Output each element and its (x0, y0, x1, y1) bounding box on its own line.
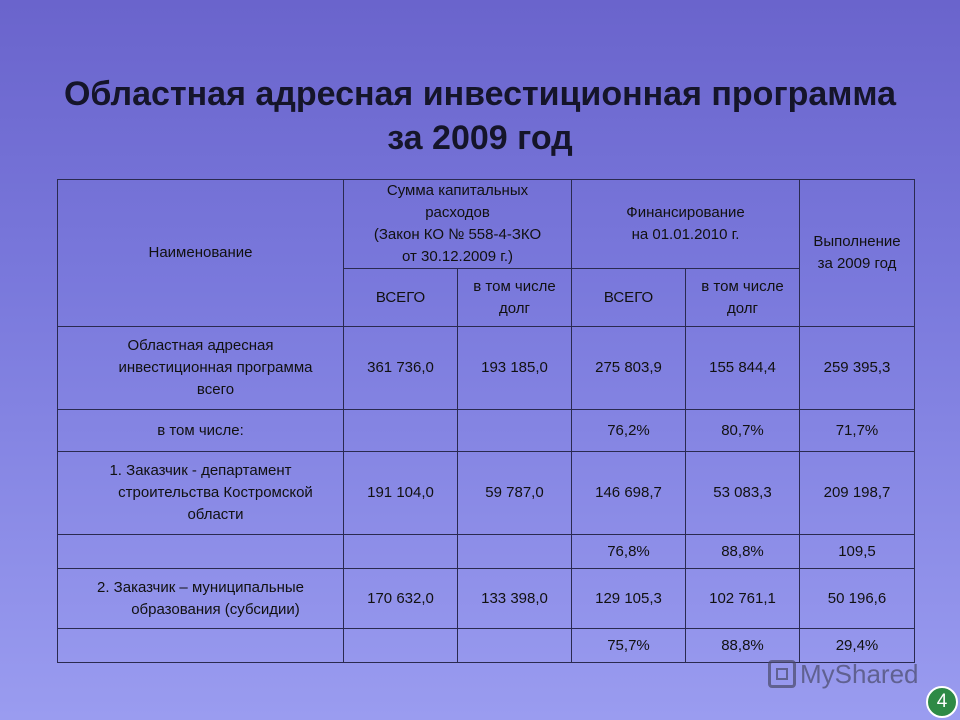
cell-financing-debt: 102 761,1 (686, 569, 800, 629)
cell-financing-total: 146 698,7 (572, 452, 686, 535)
cell-financing-debt: 80,7% (686, 410, 800, 452)
header-execution (800, 180, 915, 327)
row-label-line-3: области (187, 506, 244, 523)
row-label (58, 629, 344, 663)
cell-capital-debt (458, 629, 572, 663)
row-label (58, 535, 344, 569)
header-name: Наименование (58, 180, 344, 327)
row-label: в том числе: (58, 410, 344, 452)
header-capital-line-4: от 30.12.2009 г.) (401, 248, 514, 265)
title-line-1: Областная адресная инвестиционная программа (63, 75, 897, 113)
header-financing-line-2: на 01.01.2010 г. (631, 226, 740, 243)
row-label-line-2: строительства Костромской (118, 484, 313, 501)
cell-financing-total: 75,7% (572, 629, 686, 663)
table-row (58, 410, 915, 452)
cell-financing-debt: 88,8% (686, 535, 800, 569)
header-financing (572, 180, 800, 269)
cell-capital-debt: 193 185,0 (458, 327, 572, 410)
row-label (58, 569, 344, 629)
cell-financing-debt: 53 083,3 (686, 452, 800, 535)
cell-execution: 109,5 (800, 535, 915, 569)
watermark-text: MyShared (800, 658, 919, 689)
cell-financing-debt: 88,8% (686, 629, 800, 663)
cell-capital-debt (458, 535, 572, 569)
cell-capital-total: 170 632,0 (344, 569, 458, 629)
table-header-row (58, 180, 915, 269)
cell-capital-total (344, 629, 458, 663)
row-label-line-2: инвестиционная программа (118, 359, 313, 376)
row-label-line-1: 2. Заказчик – муниципальные (96, 578, 304, 596)
cell-execution: 71,7% (800, 410, 915, 452)
cell-execution: 209 198,7 (800, 452, 915, 535)
cell-capital-total: 191 104,0 (344, 452, 458, 535)
cell-financing-debt: 155 844,4 (686, 327, 800, 410)
page-title (0, 72, 960, 160)
header-execution-line-2: за 2009 год (817, 255, 897, 272)
subheader-debt-1: в том числе долг (458, 269, 572, 327)
table-row (58, 535, 915, 569)
cell-financing-total: 76,2% (572, 410, 686, 452)
table-row (58, 327, 915, 410)
header-capital-line-1: Сумма капитальных (386, 182, 529, 199)
cell-financing-total: 76,8% (572, 535, 686, 569)
cell-financing-total: 275 803,9 (572, 327, 686, 410)
presentation-icon (768, 660, 796, 688)
row-label-line-2: образования (субсидии) (131, 600, 300, 618)
table-row (58, 569, 915, 629)
cell-execution: 50 196,6 (800, 569, 915, 629)
subheader-total-1: ВСЕГО (344, 269, 458, 327)
row-label-line-1: Областная адресная (127, 337, 274, 354)
cell-execution: 29,4% (800, 629, 915, 663)
header-financing-line-1: Финансирование (626, 204, 745, 221)
myshared-watermark (768, 656, 919, 692)
cell-capital-debt: 133 398,0 (458, 569, 572, 629)
title-line-2: за 2009 год (387, 119, 573, 157)
row-label-line-3: всего (196, 381, 235, 398)
cell-financing-total: 129 105,3 (572, 569, 686, 629)
header-capital-line-3: (Закон КО № 558-4-ЗКО (373, 226, 542, 243)
cell-capital-debt: 59 787,0 (458, 452, 572, 535)
table-row (58, 452, 915, 535)
cell-capital-total: 361 736,0 (344, 327, 458, 410)
cell-capital-total (344, 410, 458, 452)
row-label (58, 327, 344, 410)
cell-execution: 259 395,3 (800, 327, 915, 410)
subheader-debt-2: в том числе долг (686, 269, 800, 327)
subheader-total-2: ВСЕГО (572, 269, 686, 327)
cell-capital-total (344, 535, 458, 569)
header-capital-expenses (344, 180, 572, 269)
header-execution-line-1: Выполнение (813, 233, 901, 250)
header-capital-line-2: расходов (425, 204, 490, 221)
investment-table (57, 179, 915, 663)
cell-capital-debt (458, 410, 572, 452)
row-label-line-1: 1. Заказчик - департамент (109, 462, 292, 479)
row-label (58, 452, 344, 535)
page-number-badge: 4 (926, 686, 958, 718)
